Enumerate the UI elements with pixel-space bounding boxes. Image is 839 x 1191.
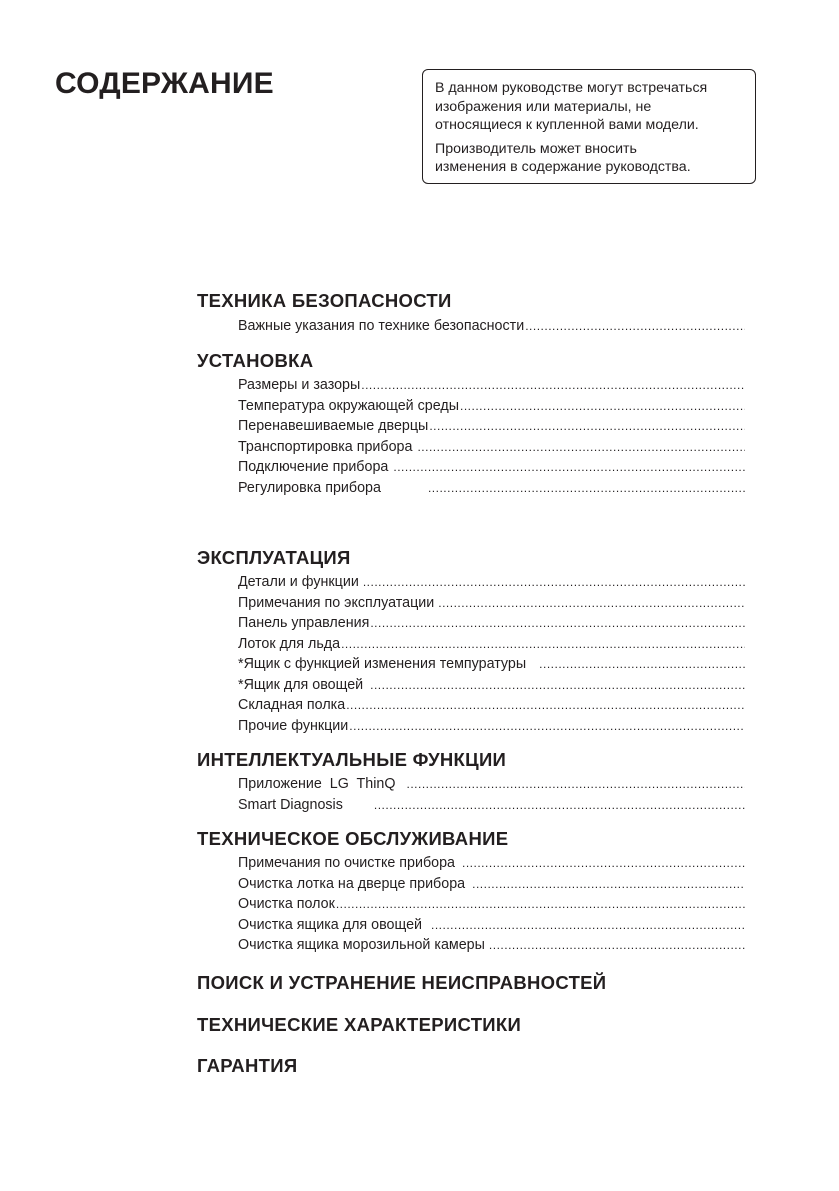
- toc-entry[interactable]: [238, 894, 745, 915]
- entry-label: Складная полка: [238, 697, 346, 713]
- notice-line: относящиеся к купленной вами модели.: [435, 117, 699, 133]
- toc-entry[interactable]: [238, 774, 745, 795]
- toc-section-maintenance: [197, 827, 745, 956]
- toc-entry[interactable]: [238, 316, 745, 337]
- entry-label: Очистка ящика для овощей: [238, 916, 423, 933]
- dot-leader: [336, 894, 745, 915]
- dot-leader: [462, 853, 745, 874]
- entry-label: Очистка лотка на дверце прибора: [238, 875, 466, 892]
- dot-leader: [489, 935, 745, 956]
- entry-label: *Ящик с функцией изменения темпуратуры: [238, 656, 527, 672]
- entry-label: Подключение прибора: [238, 459, 389, 475]
- toc-entry[interactable]: [238, 795, 745, 816]
- entry-label: Панель управления: [238, 615, 370, 631]
- section-heading[interactable]: ИНТЕЛЛЕКТУАЛЬНЫЕ ФУНКЦИИ: [197, 749, 507, 770]
- dot-leader: [407, 774, 746, 795]
- toc-entry[interactable]: [238, 416, 745, 437]
- toc-section-safety: [197, 289, 745, 337]
- entry-label: Лоток для льда: [238, 635, 341, 652]
- entry-label: Важные указания по технике безопасности: [238, 318, 525, 334]
- dot-leader: [370, 613, 745, 634]
- dot-leader: [363, 572, 745, 593]
- entry-label: Размеры и зазоры: [238, 377, 361, 393]
- dot-leader: [361, 375, 745, 396]
- section-heading[interactable]: ПОИСК И УСТРАНЕНИЕ НЕИСПРАВНОСТЕЙ: [197, 972, 607, 993]
- dot-leader: [472, 874, 745, 895]
- toc-entry[interactable]: [238, 675, 745, 696]
- toc-entry[interactable]: [238, 437, 745, 458]
- notice-line: изображения или материалы, не: [435, 98, 652, 115]
- section-heading[interactable]: УСТАНОВКА: [197, 350, 314, 371]
- toc-entry[interactable]: [238, 654, 745, 675]
- dot-leader: [346, 695, 745, 716]
- dot-leader: [429, 416, 745, 437]
- entry-label: Примечания по очистке прибора: [238, 855, 456, 871]
- toc-entry[interactable]: [238, 593, 745, 614]
- toc-entry[interactable]: [238, 874, 745, 895]
- notice-paragraph-1: [435, 79, 755, 135]
- entry-label: Очистка ящика морозильной камеры: [238, 937, 485, 953]
- dot-leader: [341, 634, 745, 655]
- toc-section-specifications: [197, 1013, 745, 1037]
- dot-leader: [393, 457, 745, 478]
- dot-leader: [428, 478, 745, 499]
- entry-label: Smart Diagnosis: [238, 796, 343, 813]
- dot-leader: [431, 915, 745, 936]
- entry-label: Очистка полок: [238, 896, 335, 912]
- toc-entry[interactable]: [238, 695, 745, 716]
- section-heading[interactable]: ТЕХНИЧЕСКИЕ ХАРАКТЕРИСТИКИ: [197, 1014, 522, 1035]
- entry-label: Регулировка прибора: [238, 479, 381, 496]
- dot-leader: [525, 316, 745, 337]
- dot-leader: [370, 675, 745, 696]
- toc-section-warranty: [197, 1054, 745, 1078]
- dot-leader: [539, 654, 745, 675]
- dot-leader: [460, 396, 745, 417]
- entry-label: Перенавешиваемые дверцы: [238, 418, 429, 434]
- entry-label: Детали и функции: [238, 574, 359, 590]
- toc-entry[interactable]: [238, 634, 745, 655]
- entry-label: *Ящик для овощей: [238, 676, 364, 693]
- section-heading[interactable]: ЭКСПЛУАТАЦИЯ: [197, 547, 351, 568]
- toc-section-troubleshooting: [197, 971, 745, 995]
- toc-entry[interactable]: [238, 572, 745, 593]
- notice-line: В данном руководстве могут встречаться: [435, 80, 708, 96]
- section-heading[interactable]: ГАРАНТИЯ: [197, 1055, 298, 1076]
- notice-paragraph-2: [435, 140, 755, 177]
- toc-entry[interactable]: [238, 478, 745, 499]
- toc-entry[interactable]: [238, 716, 745, 737]
- disclaimer-notice-box: [422, 69, 756, 184]
- section-heading[interactable]: ТЕХНИКА БЕЗОПАСНОСТИ: [197, 290, 452, 311]
- toc-entry[interactable]: [238, 853, 745, 874]
- notice-line: Производитель может вносить: [435, 140, 637, 157]
- dot-leader: [374, 795, 745, 816]
- notice-line: изменения в содержание руководства.: [435, 159, 691, 175]
- entry-label: Прочие функции: [238, 717, 349, 734]
- toc-entry[interactable]: [238, 375, 745, 396]
- toc-entry[interactable]: [238, 613, 745, 634]
- dot-leader: [417, 437, 745, 458]
- toc-entry[interactable]: [238, 396, 745, 417]
- toc-section-smart-functions: [197, 748, 745, 815]
- page-title: СОДЕРЖАНИЕ: [55, 67, 274, 100]
- toc-entry[interactable]: [238, 935, 745, 956]
- toc-entry[interactable]: [238, 915, 745, 936]
- toc-entry[interactable]: [238, 457, 745, 478]
- section-heading[interactable]: ТЕХНИЧЕСКОЕ ОБСЛУЖИВАНИЕ: [197, 828, 509, 849]
- toc-section-operation: [197, 546, 745, 736]
- toc-section-installation: [197, 349, 745, 498]
- dot-leader: [349, 716, 745, 737]
- dot-leader: [438, 593, 745, 614]
- entry-label: Транспортировка прибора: [238, 438, 413, 455]
- entry-label: Примечания по эксплуатации: [238, 594, 435, 611]
- entry-label: Приложение LG ThinQ: [238, 776, 396, 792]
- entry-label: Температура окружающей среды: [238, 397, 459, 414]
